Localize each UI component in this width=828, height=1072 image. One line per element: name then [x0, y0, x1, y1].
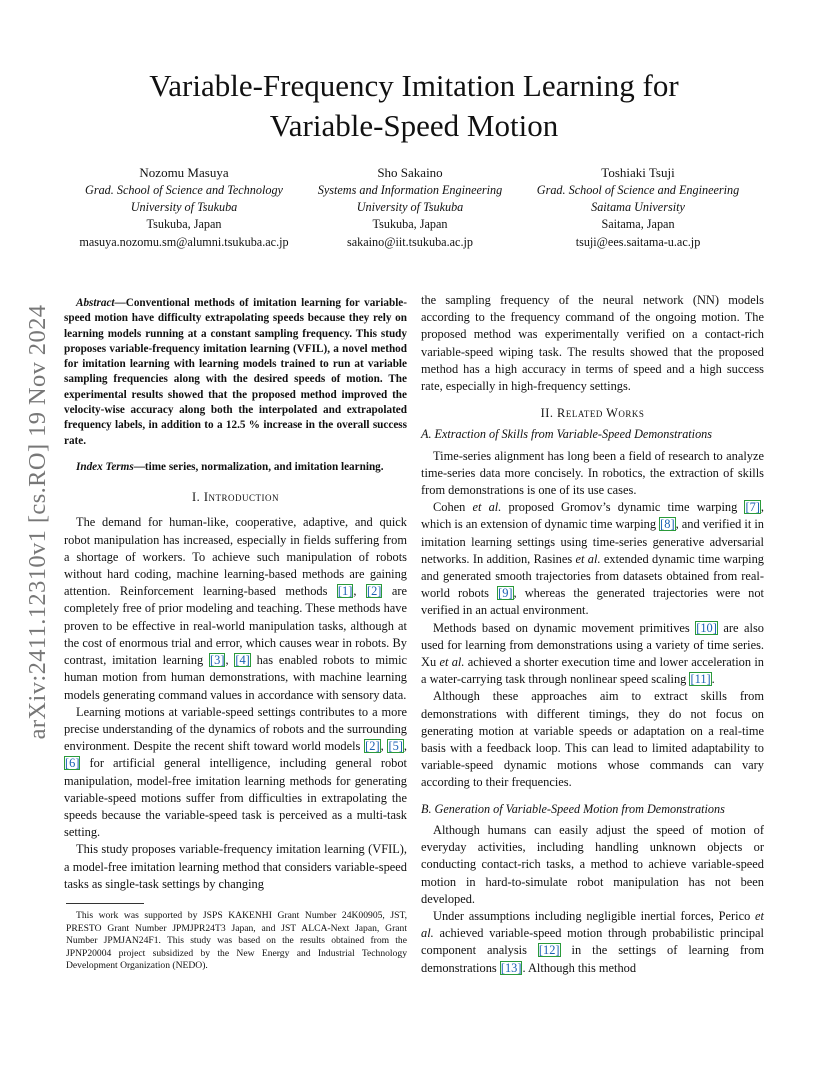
citation-link[interactable]: [13]	[500, 960, 522, 975]
author-location: Tsukuba, Japan	[372, 217, 448, 232]
arxiv-stamp-text: arXiv:2411.12310v1 [cs.RO] 19 Nov 2024	[24, 304, 51, 740]
author-block-1	[66, 164, 302, 251]
related-a-paragraph-1: Time-series alignment has long been a field of research to analyze time-series data more concisely. In robotics, the extraction of skills from demonstrations is one of its use cases.	[421, 448, 764, 498]
citation-link[interactable]: [9]	[498, 586, 513, 601]
author-email[interactable]: sakaino@iit.tsukuba.ac.jp	[347, 234, 473, 249]
subsection-heading-b: B. Generation of Variable-Speed Motion from Demonstrations	[421, 801, 725, 816]
author-university: University of Tsukuba	[130, 200, 238, 215]
author-location: Tsukuba, Japan	[146, 217, 222, 232]
abstract	[64, 296, 407, 449]
index-terms-label: Index Terms	[76, 460, 134, 473]
intro-paragraph-1: The demand for human-like, cooperative, adaptive, and quick robot manipulation has increased, especially in fields suffering from a shortage of workers. To achieve such manipulation of robots without hard coding, machine learning-based methods are gaining attention. Reinforcement learning-based methods [1], [2] are completely free of prior modeling and teaching. These methods have proven to be effective in real-world manipulation tasks, although at the cost of enormous trial and error, which causes wear in robots. By contrast, imitation learning [3], [4] has enabled robots to mimic human motion from human demonstrations, with machine learning models generating command values in accordance with sensory data.	[64, 515, 408, 702]
index-terms-text: —time series, normalization, and imitation learning.	[133, 460, 384, 473]
paper-title	[0, 66, 828, 146]
related-b-paragraph-2: Under assumptions including negligible inertial forces, Perico et al. achieved variable-speed motion through probabilistic principal component analysis [12] in the settings of learning from demonstrations [13]. Although this method	[421, 908, 764, 975]
abstract-text: —Conventional methods of imitation learning for variable-speed motion have difficulty extrapolating speeds because they rely on learning models running at a constant sampling frequency. This study proposes variable-frequency imitation learning (VFIL), a novel method for imitation learning with learning models trained to run at variable sampling frequencies along with the desired speeds of motion. The experimental results showed that the proposed method improved the velocity-wise accuracy along both the interpolated and extrapolated frequency labels, in addition to a 12.5 % increase in the overall success rate.	[64, 297, 407, 447]
right-column	[421, 292, 764, 977]
subsection-heading-a: A. Extraction of Skills from Variable-Speed Demonstrations	[421, 427, 712, 442]
author-dept: Grad. School of Science and Engineering	[536, 183, 740, 197]
arxiv-stamp	[22, 282, 54, 762]
citation-link[interactable]: [4]	[235, 653, 250, 668]
title-line-2: Variable-Speed Motion	[269, 108, 559, 143]
section-heading-related-works: II. Related Works	[540, 406, 645, 421]
author-block-3	[520, 164, 756, 251]
citation-link[interactable]: [7]	[745, 500, 760, 515]
citation-link[interactable]: [2]	[365, 739, 380, 754]
author-university: Saitama University	[591, 200, 685, 215]
author-block-2	[292, 164, 528, 251]
related-b-paragraph-1: Although humans can easily adjust the speed of motion of everyday activities, including handling unknown objects or conducting contact-rich tasks, a method to achieve variable-speed motion in hard-to-simulate robot manipulation has not been developed.	[421, 822, 764, 906]
footnote: This work was supported by JSPS KAKENHI Grant Number 24K00905, JST, PRESTO Grant Number JPMJPR24T3 Japan, and JST ALCA-Next Japan, Grant Number JPMJAN24F1. This study was based on the results obtained from the JPNP20004 project subsidized by the New Energy and Industrial Technology Development Organization (NEDO).	[66, 910, 407, 972]
author-email[interactable]: masuya.nozomu.sm@alumni.tsukuba.ac.jp	[79, 234, 289, 249]
citation-link[interactable]: [11]	[690, 672, 711, 687]
citation-link[interactable]: [3]	[210, 653, 225, 668]
intro-continuation: the sampling frequency of the neural network (NN) models according to the frequency command of the ongoing motion. The proposed method was experimentally verified on a contact-rich variable-speed wiping task. The results showed that the proposed method has a high accuracy in terms of speed and a high success rate, especially in high-frequency settings.	[421, 293, 764, 394]
author-name: Toshiaki Tsuji	[601, 165, 675, 180]
intro-paragraph-3: This study proposes variable-frequency imitation learning (VFIL), a model-free imitation learning method that considers variable-speed tasks as single-task settings by changing	[64, 842, 407, 891]
left-column	[64, 296, 407, 893]
related-a-paragraph-4: Although these approaches aim to extract skills from demonstrations with different timings, they do not focus on generating motion at variable speeds or adaptation on a real-time basis with a feedback loop. This can lead to limited adaptability to variable-speed dynamic motions whose commands can vary according to their frequencies.	[421, 689, 764, 790]
intro-paragraph-2: Learning motions at variable-speed settings contributes to a more precise understanding of the dynamics of robots and the surrounding environment. Despite the recent shift toward world models [2], [5], [6] for artificial general intelligence, including general robot manipulation, model-free imitation learning methods for generating variable-speed motions suffer from difficulties in extrapolating the speeds because the variable-speed task is perceived as a multi-task setting.	[64, 704, 407, 840]
citation-link[interactable]: [8]	[660, 517, 675, 532]
author-location: Saitama, Japan	[601, 217, 675, 232]
citation-link[interactable]: [5]	[388, 739, 403, 754]
author-dept: Systems and Information Engineering	[317, 183, 503, 197]
citation-link[interactable]: [2]	[366, 584, 382, 599]
related-a-paragraph-2: Cohen et al. proposed Gromov’s dynamic time warping [7], which is an extension of dynamic time warping [8], and verified it in imitation learning settings using time-series generative adversarial networks. In addition, Rasines et al. extended dynamic time warping and generated smooth trajectories from datasets obtained from real-world robots [9], whereas the generated trajectories were not verified in an actual environment.	[421, 500, 765, 618]
title-line-1: Variable-Frequency Imitation Learning for	[149, 68, 679, 103]
author-email[interactable]: tsuji@ees.saitama-u.ac.jp	[575, 234, 701, 249]
section-heading-introduction: I. Introduction	[192, 490, 279, 505]
author-name: Sho Sakaino	[377, 165, 443, 180]
citation-link[interactable]: [12]	[538, 943, 560, 958]
related-a-paragraph-3: Methods based on dynamic movement primitives [10] are also used for learning from demonstrations using a variety of time series. Xu et al. achieved a shorter execution time and lower acceleration in a water-carrying task through nonlinear speed scaling [11].	[421, 620, 764, 687]
author-dept: Grad. School of Science and Technology	[85, 183, 283, 197]
citation-link[interactable]: [6]	[65, 756, 80, 771]
author-name: Nozomu Masuya	[139, 165, 229, 180]
author-university: University of Tsukuba	[356, 200, 464, 215]
citation-link[interactable]: [10]	[696, 620, 717, 635]
index-terms	[64, 460, 407, 475]
abstract-label: Abstract	[76, 297, 115, 309]
footnote-rule	[66, 903, 144, 904]
citation-link[interactable]: [1]	[337, 584, 353, 599]
